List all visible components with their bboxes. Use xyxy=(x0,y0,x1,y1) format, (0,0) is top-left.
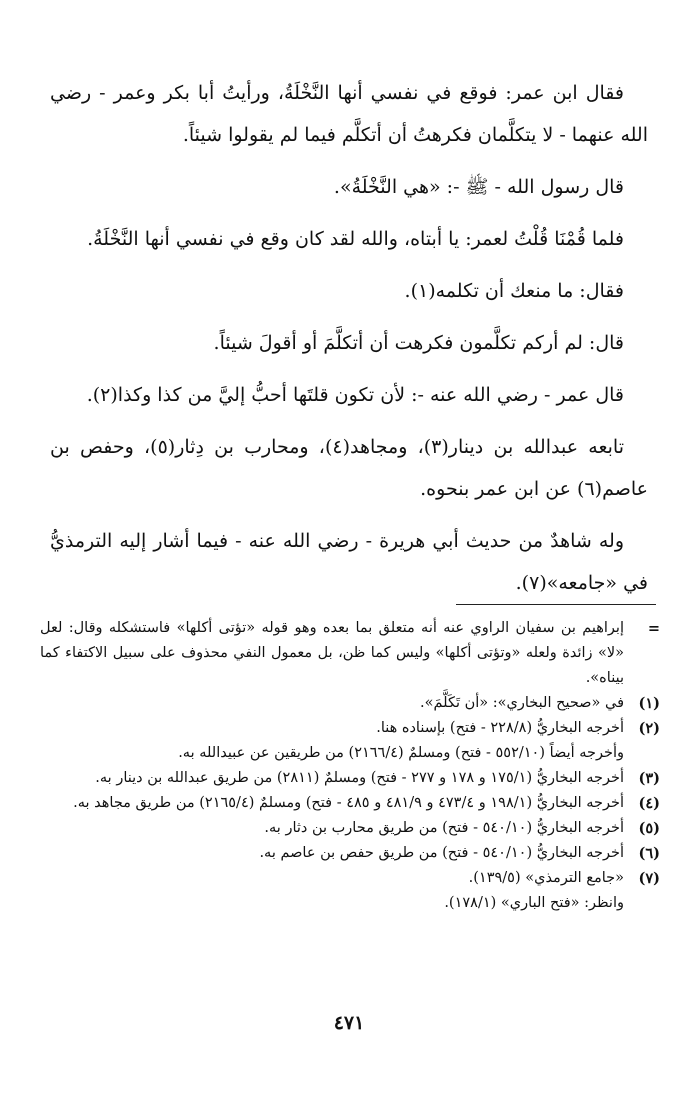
main-text xyxy=(50,72,648,614)
footnote-marker xyxy=(624,891,660,916)
footnote-marker: (٥) xyxy=(638,820,660,837)
footnote xyxy=(40,716,660,741)
footnote xyxy=(40,616,660,691)
footnote xyxy=(40,741,660,766)
footnote-marker: (٢) xyxy=(638,720,660,737)
paragraph-4: فقال: ما منعك أن تكلمه(١). xyxy=(404,280,624,302)
paragraph-1: فقال ابن عمر: فوقع في نفسي أنها النَّخْلَةُ، ورأيتُ أبا بكر وعمر - رضي الله عنهما - لا يتكلَّمان فكرهتُ أن أتكلَّم فيما لم يقولوا شيئاً. xyxy=(50,82,648,146)
paragraph-7: تابعه عبدالله بن دينار(٣)، ومجاهد(٤)، ومحارب بن دِثار(٥)، وحفص بن عاصم(٦) عن ابن عمر بنحوه. xyxy=(50,436,648,500)
footnote-text: أخرجه البخاريُّ (٥٤٠/١٠ - فتح) من طريق حفص بن عاصم به. xyxy=(259,845,624,861)
paragraph-5: قال: لم أركم تكلَّمون فكرهت أن أتكلَّمَ أو أقولَ شيئاً. xyxy=(213,332,624,354)
paragraph-8: وله شاهدٌ من حديث أبي هريرة - رضي الله عنه - فيما أشار إليه الترمذيُّ في «جامعه»(٧). xyxy=(50,530,648,594)
footnote xyxy=(40,866,660,891)
footnote-text: «جامع الترمذي» (١٣٩/٥). xyxy=(468,870,624,886)
footnote xyxy=(40,766,660,791)
footnote-marker: (١) xyxy=(638,695,660,712)
footnote-text: أخرجه البخاريُّ (١٩٨/١ و ٤٧٣/٤ و ٤٨١/٩ و ٤٨٥ - فتح) ومسلمٌ (٢١٦٥/٤) من طريق مجاهد به. xyxy=(73,795,624,811)
footnote-text: إبراهيم بن سفيان الراوي عنه أنه متعلق بما بعده وهو قوله «تؤتى أكلها» فاستشكله وقال: لعل «لا» زائدة ولعله «وتؤتى أكلها» وليس كما ظن، بل معمول النفي محذوف على سبيل الاكتفاء كما بيناه». xyxy=(40,620,624,686)
footnote-text: أخرجه البخاريُّ (٢٢٨/٨ - فتح) بإسناده هنا. xyxy=(376,720,624,736)
paragraph-3: فلما قُمْنَا قُلْتُ لعمر: يا أبتاه، والله لقد كان وقع في نفسي أنها النَّخْلَةُ. xyxy=(87,228,624,250)
footnote-text: وانظر: «فتح الباري» (١٧٨/١). xyxy=(444,895,624,911)
page-number: ٤٧١ xyxy=(333,1012,365,1034)
footnote-marker: (٦) xyxy=(638,845,660,862)
footnote xyxy=(40,691,660,716)
footnote-marker xyxy=(624,741,660,766)
footnote-separator xyxy=(456,604,656,605)
footnote-text: في «صحيح البخاري»: «أن تَكَلَّمَ». xyxy=(420,695,624,711)
footnote xyxy=(40,891,660,916)
footnote xyxy=(40,816,660,841)
paragraph-2: قال رسول الله - ﷺ -: «هي النَّخْلَةُ». xyxy=(333,176,624,198)
footnote-marker: (٤) xyxy=(638,795,660,812)
footnotes xyxy=(40,616,660,916)
footnote-text: أخرجه البخاريُّ (١٧٥/١ و ١٧٨ و ٢٧٧ - فتح) ومسلمٌ (٢٨١١) من طريق عبدالله بن دينار به. xyxy=(95,770,624,786)
footnote-marker: (٣) xyxy=(638,770,660,787)
footnote-text: وأخرجه أيضاً (٥٥٢/١٠ - فتح) ومسلمٌ (٢١٦٦/٤) من طريقين عن عبيدالله به. xyxy=(178,745,624,761)
paragraph-6: قال عمر - رضي الله عنه -: لأن تكون قلتَها أحبُّ إليَّ من كذا وكذا(٢). xyxy=(86,384,624,406)
footnote xyxy=(40,841,660,866)
footnote-marker: = xyxy=(647,620,660,637)
footnote-text: أخرجه البخاريُّ (٥٤٠/١٠ - فتح) من طريق محارب بن دثار به. xyxy=(264,820,624,836)
footnote xyxy=(40,791,660,816)
footnote-marker: (٧) xyxy=(638,870,660,887)
